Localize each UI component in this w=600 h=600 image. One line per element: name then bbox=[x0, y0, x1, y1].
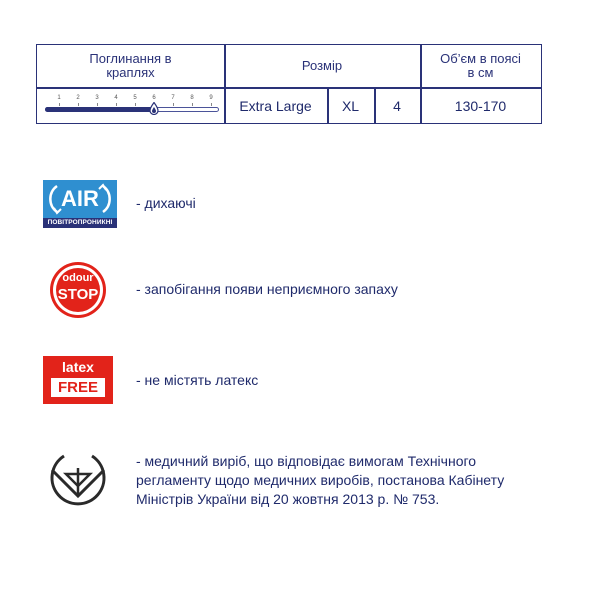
drop-icon bbox=[149, 102, 159, 115]
conformity-mark-icon bbox=[48, 448, 108, 508]
odour-badge-label: odour bbox=[62, 272, 94, 284]
size-number-cell: 4 bbox=[393, 97, 401, 114]
feature-latex-free bbox=[40, 356, 560, 410]
air-breathable-icon bbox=[43, 180, 117, 228]
size-name-cell: Extra Large bbox=[239, 97, 312, 114]
feature-text: - запобігання появи неприємного запаху bbox=[136, 281, 398, 297]
scale-tick-mark bbox=[135, 103, 136, 106]
absorption-header: Поглинання в краплях bbox=[89, 51, 172, 80]
latex-badge-sub: FREE bbox=[57, 379, 98, 396]
scale-tick-label: 2 bbox=[76, 95, 80, 101]
scale-tick-label: 6 bbox=[152, 95, 156, 101]
feature-text: - медичний виріб, що відповідає вимогам Технічного регламенту щодо медичних виробів, постанова Кабінету Міністрів України від 20 жовтня 2013 р. № 753. bbox=[136, 453, 505, 507]
scale-tick-label: 3 bbox=[95, 95, 99, 101]
feature-text: - дихаючі bbox=[136, 195, 196, 211]
scale-tick-label: 7 bbox=[171, 95, 175, 101]
scale-tick-mark bbox=[97, 103, 98, 106]
scale-tick-label: 8 bbox=[190, 95, 194, 101]
feature-breathable bbox=[40, 180, 560, 232]
feature-medical-device bbox=[40, 446, 560, 516]
latex-free-icon bbox=[43, 356, 113, 404]
scale-tick-mark bbox=[192, 103, 193, 106]
feature-text: - не містять латекс bbox=[136, 372, 259, 388]
spec-table bbox=[36, 44, 542, 124]
absorption-scale bbox=[41, 89, 219, 123]
absorption-scale-fill bbox=[45, 107, 154, 112]
odour-badge-sub: STOP bbox=[57, 286, 99, 303]
scale-tick-label: 4 bbox=[114, 95, 118, 101]
waist-header: Об’єм в поясі в см bbox=[440, 51, 521, 80]
latex-badge-label: latex bbox=[62, 359, 94, 375]
scale-tick-label: 9 bbox=[209, 95, 213, 101]
scale-tick-mark bbox=[116, 103, 117, 106]
scale-tick-mark bbox=[173, 103, 174, 106]
scale-tick-label: 1 bbox=[57, 95, 61, 101]
feature-odour-stop bbox=[40, 262, 560, 320]
air-badge-sub: ПОВІТРОПРОНИКНІ bbox=[43, 218, 117, 228]
air-badge-label: AIR bbox=[61, 186, 99, 211]
scale-tick-mark bbox=[59, 103, 60, 106]
size-header: Розмір bbox=[301, 58, 343, 73]
scale-tick-label: 5 bbox=[133, 95, 137, 101]
scale-tick-mark bbox=[78, 103, 79, 106]
size-code-cell: XL bbox=[341, 97, 360, 114]
odour-stop-icon bbox=[50, 262, 106, 318]
waist-range-cell: 130-170 bbox=[454, 97, 507, 114]
scale-tick-mark bbox=[211, 103, 212, 106]
